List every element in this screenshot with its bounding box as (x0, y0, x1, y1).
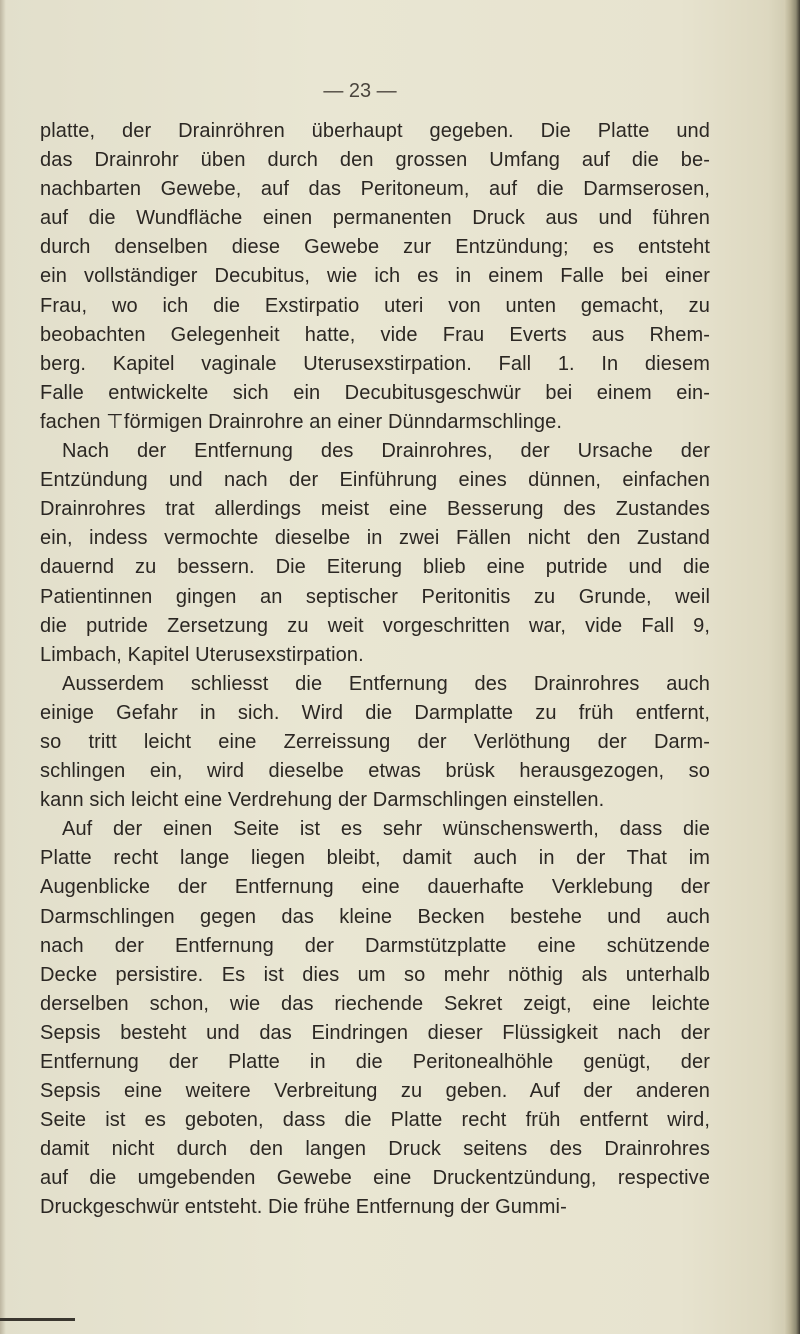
text-line: fachen ⊤förmigen Drainrohre an einer Dünndarmschlinge. (40, 410, 562, 433)
text-line: damit nicht durch den langen Druck seitens des Drainrohres (40, 1138, 710, 1161)
text-line: auf die Wundfläche einen permanenten Druck aus und führen (40, 207, 710, 230)
text-line: auf die umgebenden Gewebe eine Druckentzündung, respective (40, 1167, 710, 1190)
text-line: Frau, wo ich die Exstirpatio uteri von unten gemacht, zu (40, 294, 710, 317)
text-line: Darmschlingen gegen das kleine Becken bestehe und auch (40, 905, 710, 928)
text-line: Entzündung und nach der Einführung eines dünnen, einfachen (40, 469, 710, 492)
text-line: einige Gefahr in sich. Wird die Darmplatte zu früh entfernt, (40, 701, 710, 724)
text-line: Seite ist es geboten, dass die Platte recht früh entfernt wird, (40, 1109, 710, 1132)
text-line: Falle entwickelte sich ein Decubitusgeschwür bei einem ein- (40, 381, 710, 404)
text-line: Auf der einen Seite ist es sehr wünschenswerth, dass die (62, 818, 710, 841)
text-line: dauernd zu bessern. Die Eiterung blieb eine putride und die (40, 556, 710, 579)
text-line: Sepsis eine weitere Verbreitung zu geben. Auf der anderen (40, 1080, 710, 1103)
text-line: schlingen ein, wird dieselbe etwas brüsk herausgezogen, so (40, 760, 710, 783)
text-line: derselben schon, wie das riechende Sekret zeigt, eine leichte (40, 992, 710, 1015)
text-line: Drainrohres trat allerdings meist eine Besserung des Zustandes (40, 498, 710, 521)
text-line: Nach der Entfernung des Drainrohres, der Ursache der (62, 440, 710, 463)
page-number: — 23 — (323, 80, 397, 102)
text-line: beobachten Gelegenheit hatte, vide Frau Everts aus Rhem- (40, 323, 710, 346)
page-left-edge (0, 0, 6, 1334)
text-line: platte, der Drainröhren überhaupt gegeben. Die Platte und (40, 120, 710, 142)
text-line: so tritt leicht eine Zerreissung der Verlöthung der Darm- (40, 730, 710, 753)
text-line: Ausserdem schliesst die Entfernung des Drainrohres auch (62, 672, 710, 695)
text-line: berg. Kapitel vaginale Uterusexstirpation. Fall 1. In diesem (40, 352, 710, 375)
text-line: nach der Entfernung der Darmstützplatte eine schützende (40, 934, 710, 957)
text-line: ein vollständiger Decubitus, wie ich es in einem Falle bei einer (40, 265, 710, 288)
text-line: Patientinnen gingen an septischer Peritonitis zu Grunde, weil (40, 585, 710, 608)
bottom-rule (0, 1318, 75, 1321)
text-line: kann sich leicht eine Verdrehung der Darmschlingen einstellen. (40, 789, 605, 812)
text-line: Entfernung der Platte in die Peritonealhöhle genügt, der (40, 1051, 710, 1073)
text-line: Decke persistire. Es ist dies um so mehr nöthig als unterhalb (40, 963, 710, 986)
text-line: ein, indess vermochte dieselbe in zwei Fällen nicht den Zustand (40, 527, 710, 550)
text-line: Platte recht lange liegen bleibt, damit auch in der That im (40, 847, 710, 870)
text-line: das Drainrohr üben durch den grossen Umfang auf die be- (40, 149, 710, 172)
body-text (40, 117, 710, 1223)
text-line: Limbach, Kapitel Uterusexstirpation. (40, 643, 364, 666)
page-right-edge-shadow (784, 0, 800, 1334)
text-line: Augenblicke der Entfernung eine dauerhafte Verklebung der (40, 876, 710, 899)
text-line: Druckgeschwür entsteht. Die frühe Entfernung der Gummi- (40, 1196, 567, 1219)
text-line: durch denselben diese Gewebe zur Entzündung; es entsteht (40, 236, 710, 259)
text-line: nachbarten Gewebe, auf das Peritoneum, auf die Darmserosen, (40, 178, 710, 201)
text-line: Sepsis besteht und das Eindringen dieser Flüssigkeit nach der (40, 1021, 710, 1044)
text-line: die putride Zersetzung zu weit vorgeschritten war, vide Fall 9, (40, 614, 710, 637)
